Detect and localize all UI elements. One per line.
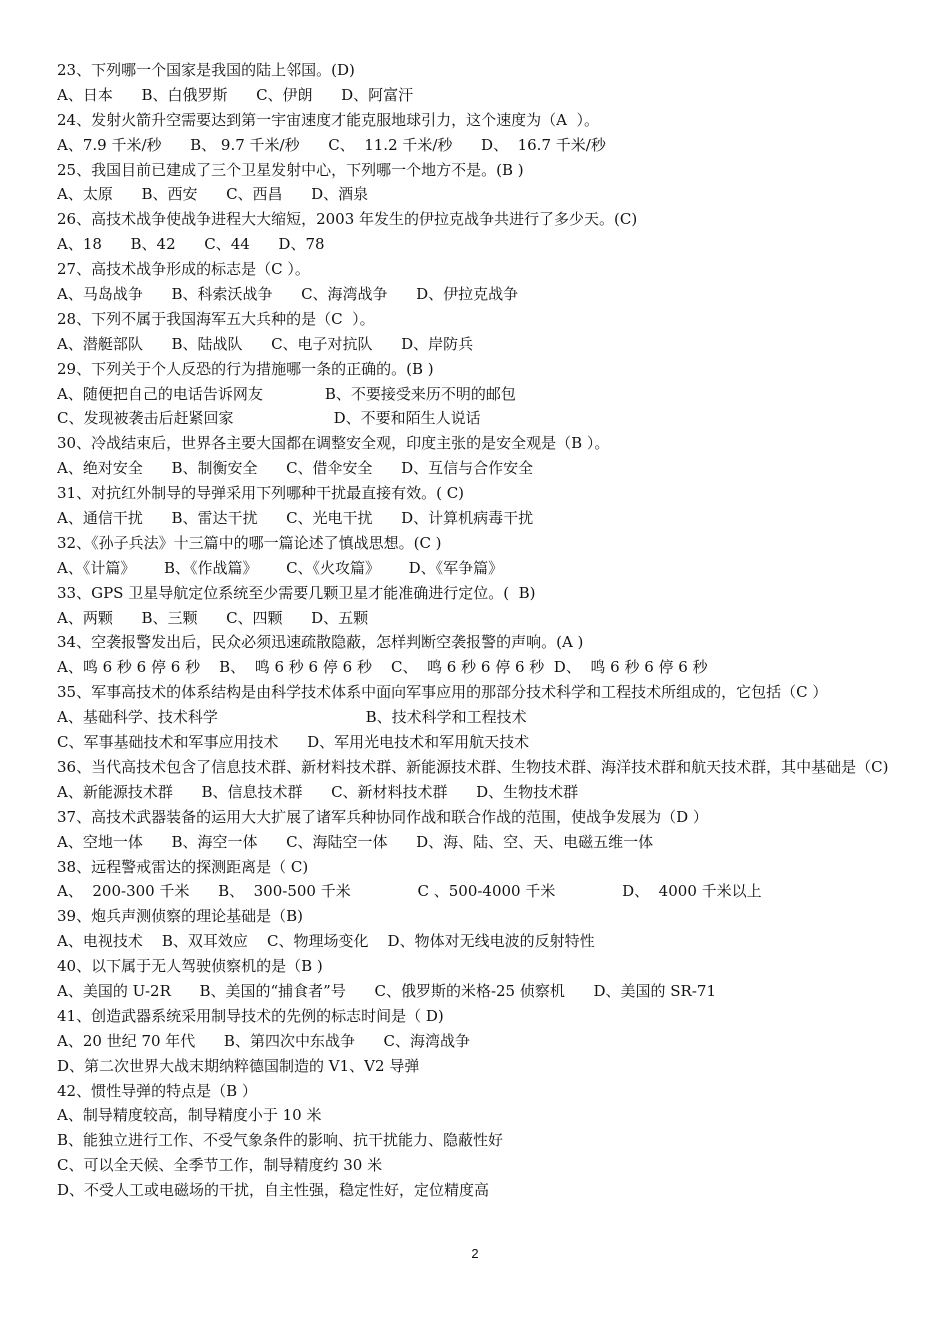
text-line: A、太原 B、西安 C、西昌 D、酒泉 (57, 185, 369, 204)
text-line: A、随便把自己的电话告诉网友 B、不要接受来历不明的邮包 (57, 384, 516, 403)
text-line: A、电视技术 B、双耳效应 C、物理场变化 D、物体对无线电波的反射特性 (57, 932, 595, 951)
text-line: 33、GPS 卫星导航定位系统至少需要几颗卫星才能准确进行定位。( B) (57, 583, 536, 602)
text-line: 35、军事高技术的体系结构是由科学技术体系中面向军事应用的那部分技术科学和工程技术所组成的，它包括（C ） (57, 683, 828, 702)
text-line: A、马岛战争 B、科索沃战争 C、海湾战争 D、伊拉克战争 (57, 285, 519, 304)
text-line: A、绝对安全 B、制衡安全 C、借伞安全 D、互信与合作安全 (57, 459, 534, 478)
text-line: 36、当代高技术包含了信息技术群、新材料技术群、新能源技术群、生物技术群、海洋技术群和航天技术群，其中基础是（C) (57, 757, 889, 776)
text-line: A、日本 B、白俄罗斯 C、伊朗 D、阿富汗 (57, 85, 414, 104)
text-line: A、 200-300 千米 B、 300-500 千米 C 、500-4000 千米 D、 4000 千米以上 (57, 882, 762, 901)
text-line: C、军事基础技术和军事应用技术 D、军用光电技术和军用航天技术 (57, 733, 530, 752)
text-line: 37、高技术武器装备的运用大大扩展了诸军兵种协同作战和联合作战的范围，使战争发展为（D ） (57, 807, 708, 826)
text-line: 42、惯性导弹的特点是（B ） (57, 1081, 257, 1100)
text-line: C、可以全天候、全季节工作，制导精度约 30 米 (57, 1156, 383, 1175)
text-line: 34、空袭报警发出后，民众必须迅速疏散隐蔽，怎样判断空袭报警的声响。(A ) (57, 633, 584, 652)
text-line: A、通信干扰 B、雷达干扰 C、光电干扰 D、计算机病毒干扰 (57, 509, 534, 528)
text-line: 26、高技术战争使战争进程大大缩短，2003 年发生的伊拉克战争共进行了多少天。(C) (57, 210, 638, 229)
text-line: A、美国的 U-2R B、美国的“捕食者”号 C、俄罗斯的米格-25 侦察机 D、美国的 SR-71 (57, 981, 716, 1000)
text-line: 23、下列哪一个国家是我国的陆上邻国。(D) (57, 61, 355, 79)
text-line: B、能独立进行工作、不受气象条件的影响、抗干扰能力、隐蔽性好 (57, 1131, 504, 1150)
text-line: A、《计篇》 B、《作战篇》 C、《火攻篇》 D、《军争篇》 (57, 558, 504, 577)
text-line: 30、冷战结束后，世界各主要大国都在调整安全观，印度主张的是安全观是（B ）。 (57, 434, 610, 453)
text-line: 38、远程警戒雷达的探测距离是（ C) (57, 857, 309, 876)
text-line: A、7.9 千米/秒 B、 9.7 千米/秒 C、 11.2 千米/秒 D、 16.7 千米/秒 (57, 135, 606, 154)
text-line: 39、炮兵声测侦察的理论基础是（B) (57, 907, 303, 926)
text-line: A、20 世纪 70 年代 B、第四次中东战争 C、海湾战争 (57, 1031, 471, 1050)
text-line: 29、下列关于个人反恐的行为措施哪一条的正确的。(B ) (57, 359, 434, 378)
text-line: A、18 B、42 C、44 D、78 (57, 235, 325, 254)
text-line: 24、发射火箭升空需要达到第一宇宙速度才能克服地球引力，这个速度为（A ）。 (57, 110, 599, 129)
text-line: 31、对抗红外制导的导弹采用下列哪种干扰最直接有效。( C) (57, 484, 465, 503)
text-line: 32、《孙子兵法》十三篇中的哪一篇论述了慎战思想。(C ) (57, 533, 442, 552)
text-line: 28、下列不属于我国海军五大兵种的是（C ）。 (57, 309, 375, 328)
document-body (57, 58, 907, 1203)
text-line: A、潜艇部队 B、陆战队 C、电子对抗队 D、岸防兵 (57, 334, 474, 353)
text-line: C、发现被袭击后赶紧回家 D、不要和陌生人说话 (57, 409, 481, 428)
page-number: 2 (471, 1246, 479, 1261)
text-line: 41、创造武器系统采用制导技术的先例的标志时间是（ D) (57, 1006, 444, 1025)
text-line: A、基础科学、技术科学 B、技术科学和工程技术 (57, 708, 527, 727)
text-line: A、制导精度较高，制导精度小于 10 米 (57, 1106, 322, 1125)
text-line: D、第二次世界大战末期纳粹德国制造的 V1、V2 导弹 (57, 1056, 420, 1075)
text-line: 27、高技术战争形成的标志是（C ）。 (57, 260, 310, 279)
text-line: A、两颗 B、三颗 C、四颗 D、五颗 (57, 608, 369, 627)
text-line: A、鸣 6 秒 6 停 6 秒 B、 鸣 6 秒 6 停 6 秒 C、 鸣 6 秒 6 停 6 秒 D、 鸣 6 秒 6 停 6 秒 (57, 658, 708, 677)
text-line: 25、我国目前已建成了三个卫星发射中心，下列哪一个地方不是。(B ) (57, 160, 524, 179)
text-line: A、空地一体 B、海空一体 C、海陆空一体 D、海、陆、空、天、电磁五维一体 (57, 832, 654, 851)
text-line: 40、以下属于无人驾驶侦察机的是（B ) (57, 957, 323, 976)
text-line: D、不受人工或电磁场的干扰，自主性强，稳定性好，定位精度高 (57, 1181, 490, 1200)
text-line: A、新能源技术群 B、信息技术群 C、新材料技术群 D、生物技术群 (57, 782, 579, 801)
